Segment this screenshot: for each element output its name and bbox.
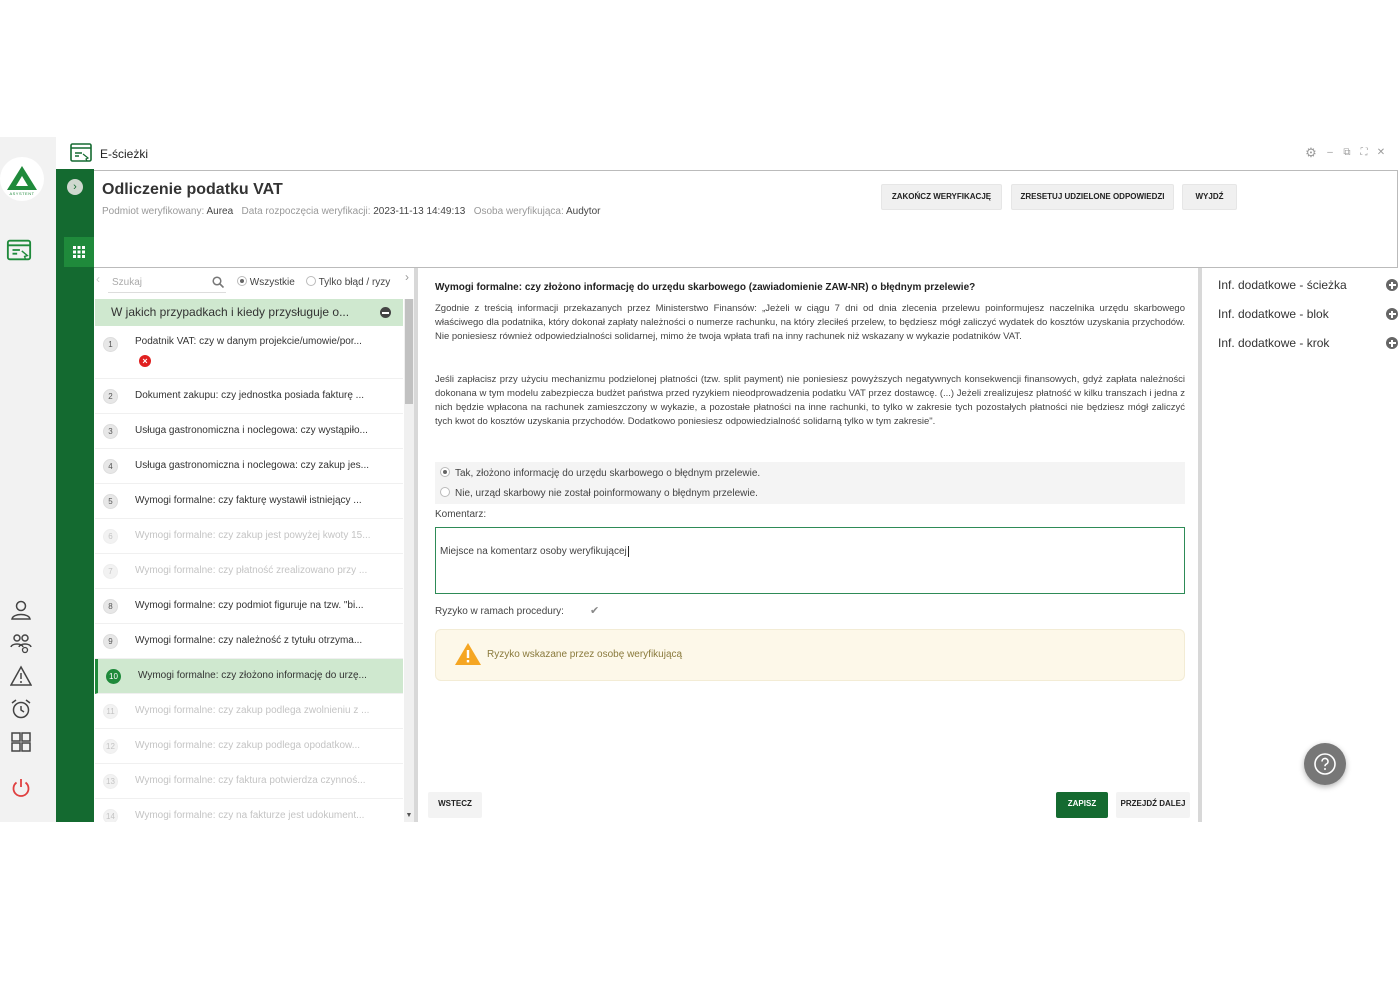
alarm-clock-icon[interactable]: [8, 696, 34, 722]
nav-strip: [56, 167, 94, 822]
collapse-icon[interactable]: [380, 307, 391, 318]
exit-button[interactable]: WYJDŹ: [1182, 184, 1237, 210]
scroll-down-icon[interactable]: ▼: [405, 812, 413, 819]
question-text: Wymogi formalne: czy należność z tytułu otrzyma...: [135, 635, 363, 646]
question-text: Wymogi formalne: czy złożono informację do urzę...: [138, 670, 367, 681]
question-paragraph-2: Jeśli zapłacisz przy użyciu mechanizmu podzielonej płatności (tzw. split payment) nie poniesiesz powyższych negatywnych konsekwencji finansowych, gdyż zapłata należności dokonana w tym modelu zabezpiecza budżet państwa przed ryzykiem nieodprowadzenia podatku VAT przez dostawcę. (...) Jeżeli zrealizujesz płatność w kilku transzach i jedna z nich będzie wpłacona na rachunek zamieszczony w wykazie, a pozostałe płatności na inne rachunki, to tylko w zakresie tych pozostałych płatności nie będziesz mógł zaliczyć tych kwot do kosztów uzyskania przychodów. Dodatkowo poniesiesz odpowiedzialność solidarną tylko w tym zakresie".: [435, 374, 1185, 427]
question-number: 12: [103, 739, 118, 754]
question-row[interactable]: [95, 328, 403, 379]
question-panel: [422, 268, 1198, 822]
info-step[interactable]: [1218, 336, 1398, 350]
fullscreen-icon[interactable]: ⛶: [1360, 147, 1368, 158]
text-cursor: [628, 546, 629, 557]
question-text: Dokument zakupu: czy jednostka posiada fakturę ...: [135, 390, 365, 401]
question-row[interactable]: [95, 659, 403, 694]
question-text: Wymogi formalne: czy płatność zrealizowano przy ...: [135, 565, 368, 576]
question-row[interactable]: [95, 729, 403, 764]
e-paths-icon[interactable]: [6, 237, 32, 263]
question-text: Wymogi formalne: czy zakup jest powyżej kwoty 15...: [135, 530, 371, 541]
group-title: W jakich przypadkach i kiedy przysługuje o...: [111, 305, 350, 319]
search-placeholder: Szukaj: [112, 277, 143, 288]
page-title: Odliczenie podatku VAT: [102, 181, 283, 198]
comment-label: Komentarz:: [435, 509, 487, 520]
risk-notice: [435, 629, 1185, 681]
answer-yes-radio[interactable]: [440, 467, 450, 477]
answer-no-radio[interactable]: [440, 487, 450, 497]
question-text: Wymogi formalne: czy fakturę wystawił istniejący ...: [135, 495, 362, 506]
search-input[interactable]: [108, 273, 226, 293]
help-question-icon: [1313, 752, 1337, 776]
error-icon: ×: [139, 355, 151, 367]
people-settings-icon[interactable]: [8, 630, 34, 656]
risk-text: Ryzyko wskazane przez osobę weryfikującą: [487, 649, 683, 660]
verification-meta: [102, 206, 600, 217]
info-step-label: Inf. dodatkowe - krok: [1218, 336, 1330, 350]
question-text: Usługa gastronomiczna i noclegowa: czy zakup jes...: [135, 460, 370, 471]
question-number: 1: [103, 337, 118, 352]
question-row[interactable]: [95, 484, 403, 519]
question-number: 5: [103, 494, 118, 509]
date-label: Data rozpoczęcia weryfikacji:: [241, 206, 371, 217]
question-row[interactable]: [95, 624, 403, 659]
filter-errors-option[interactable]: [306, 276, 390, 288]
question-number: 14: [103, 809, 118, 822]
scroll-left-icon[interactable]: ‹: [96, 272, 100, 286]
info-path-label: Inf. dodatkowe - ścieżka: [1218, 278, 1347, 292]
subject-value: Aurea: [206, 206, 234, 217]
save-button[interactable]: ZAPISZ: [1056, 792, 1108, 818]
question-text: Podatnik VAT: czy w danym projekcie/umowie/por...: [135, 336, 362, 347]
answer-yes-label: Tak, złożono informację do urzędu skarbowego o błędnym przelewie.: [455, 468, 761, 479]
comment-field[interactable]: [435, 527, 1185, 594]
question-row[interactable]: [95, 764, 403, 799]
search-row: [94, 268, 414, 296]
logo-text: ASYSTENT: [9, 191, 35, 196]
restore-icon[interactable]: ⧉: [1343, 147, 1351, 158]
risk-checkbox[interactable]: ✔: [590, 605, 600, 617]
question-number: 8: [103, 599, 118, 614]
app-title: E-ścieżki: [100, 147, 149, 161]
question-text: Wymogi formalne: czy zakup podlega opodatkow...: [135, 740, 361, 751]
finish-verification-button[interactable]: ZAKOŃCZ WERYFIKACJĘ: [881, 184, 1002, 210]
question-number: 11: [103, 704, 118, 719]
close-icon[interactable]: ✕: [1376, 147, 1386, 158]
question-text: Wymogi formalne: czy na fakturze jest udokument...: [135, 810, 365, 821]
app-icon: [70, 143, 92, 168]
question-row[interactable]: [95, 694, 403, 729]
left-rail: [0, 137, 56, 822]
apps-grid-icon[interactable]: [64, 237, 94, 267]
help-button[interactable]: [1304, 743, 1346, 785]
filter-errors-label: Tylko błąd / ryzy: [318, 277, 391, 288]
title-bar: [56, 137, 1400, 169]
back-button[interactable]: WSTECZ: [428, 792, 482, 818]
add-info-step-icon[interactable]: [1386, 337, 1398, 349]
question-row[interactable]: [95, 799, 403, 822]
additional-info-panel: [1198, 268, 1400, 822]
info-block-label: Inf. dodatkowe - blok: [1218, 307, 1329, 321]
question-number: 13: [103, 774, 118, 789]
filter-all-label: Wszystkie: [249, 277, 295, 288]
info-path[interactable]: [1218, 278, 1398, 292]
question-title: Wymogi formalne: czy złożono informację do urzędu skarbowego (zawiadomienie ZAW-NR) o błędnym przelewie?: [435, 282, 976, 293]
question-number: 7: [103, 564, 118, 579]
question-row[interactable]: [95, 449, 403, 484]
scroll-right-icon[interactable]: ›: [405, 270, 409, 284]
question-row[interactable]: [95, 414, 403, 449]
question-number: 10: [106, 669, 121, 684]
filter-all-radio[interactable]: [237, 276, 247, 286]
dashboard-grid-icon[interactable]: [8, 729, 34, 755]
filter-all-option[interactable]: [237, 276, 295, 288]
question-row[interactable]: [95, 519, 403, 554]
date-value: 2023-11-13 14:49:13: [373, 206, 466, 217]
filter-errors-radio[interactable]: [306, 276, 316, 286]
question-number: 6: [103, 529, 118, 544]
risk-label: Ryzyko w ramach procedury:: [435, 606, 564, 617]
question-row[interactable]: [95, 589, 403, 624]
group-header[interactable]: [95, 299, 403, 326]
search-icon[interactable]: [212, 276, 224, 296]
question-number: 2: [103, 389, 118, 404]
question-text: Wymogi formalne: czy zakup podlega zwolnieniu z ...: [135, 705, 370, 716]
question-text: Wymogi formalne: czy podmiot figuruje na tzw. "bi...: [135, 600, 364, 611]
subject-label: Podmiot weryfikowany:: [102, 206, 205, 217]
question-number: 9: [103, 634, 118, 649]
logo-icon: [6, 165, 38, 191]
answer-no-label: Nie, urząd skarbowy nie został poinformowany o błędnym przelewie.: [455, 488, 758, 499]
info-block[interactable]: [1218, 307, 1398, 321]
person-label: Osoba weryfikująca:: [473, 206, 564, 217]
app-window: [0, 137, 1400, 822]
question-paragraph-1: Zgodnie z treścią informacji przekazanych przez Ministerstwo Finansów: „Jeżeli w ciągu 7 dni od dnia zlecenia przelewu poinformujesz naczelnika urzędu skarbowego właściwego dla podatnika, który dokonał zapłaty należności o numerze rachunku, na który zleciłeś przelew, to będziesz mógł zaliczyć wydatek do kosztów uzyskania przychodów. Nie poniesiesz również odpowiedzialności solidarnej, mimo że twoja wpłata trafi na inny rachunek niż wskazany w wykazie podatników VAT.: [435, 303, 1185, 342]
question-row[interactable]: [95, 554, 403, 589]
question-number: 4: [103, 459, 118, 474]
scrollbar-thumb[interactable]: [405, 299, 413, 404]
verification-header: [94, 170, 1398, 268]
answer-options: [435, 462, 1185, 504]
add-info-path-icon[interactable]: [1386, 279, 1398, 291]
settings-gear-icon[interactable]: ⚙: [1305, 145, 1317, 160]
minimize-icon[interactable]: –: [1327, 147, 1333, 158]
answer-yes[interactable]: [440, 467, 760, 479]
steps-list-panel: [94, 268, 418, 822]
power-icon[interactable]: [8, 775, 34, 801]
question-row[interactable]: [95, 379, 403, 414]
list-scrollbar[interactable]: [404, 299, 414, 822]
warning-triangle-icon: [454, 642, 482, 666]
answer-no[interactable]: [440, 487, 758, 499]
reset-answers-button[interactable]: ZRESETUJ UDZIELONE ODPOWIEDZI: [1011, 184, 1174, 210]
next-button[interactable]: PRZEJDŹ DALEJ: [1116, 792, 1190, 818]
person-value: Audytor: [566, 206, 601, 217]
question-number: 3: [103, 424, 118, 439]
warning-icon[interactable]: [8, 663, 34, 689]
user-icon[interactable]: [8, 597, 34, 623]
add-info-block-icon[interactable]: [1386, 308, 1398, 320]
comment-text: Miejsce na komentarz osoby weryfikującej: [440, 546, 627, 557]
logo: [0, 157, 44, 201]
expand-arrow-icon[interactable]: ›: [67, 179, 83, 195]
question-text: Wymogi formalne: czy faktura potwierdza czynnoś...: [135, 775, 366, 786]
question-text: Usługa gastronomiczna i noclegowa: czy wystąpiło...: [135, 425, 368, 436]
